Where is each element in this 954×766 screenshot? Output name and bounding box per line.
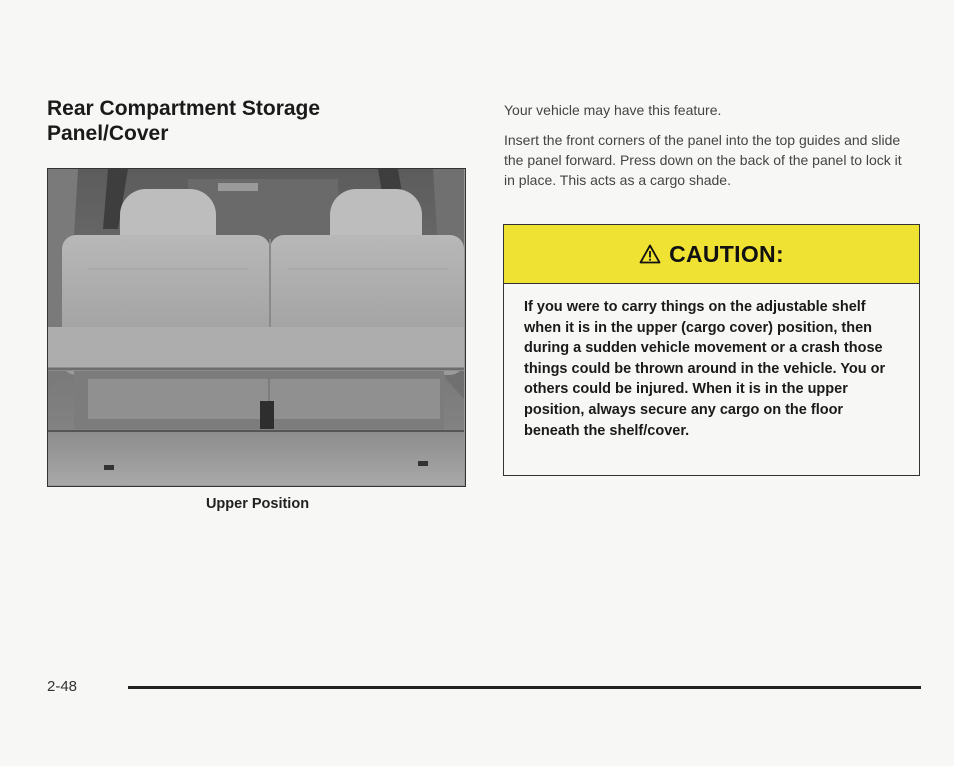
- intro-paragraph: Your vehicle may have this feature.: [504, 102, 722, 118]
- caution-title: CAUTION:: [669, 240, 784, 267]
- caution-text: If you were to carry things on the adjustable shelf when it is in the upper (cargo cover) position, then during a sudden vehicle movement or a crash those things could be thrown around in the vehicle. You or others could be injured. When it is in the upper position, always secure any cargo on the floor beneath the shelf/cover.: [524, 299, 886, 439]
- section-heading-line2: Panel/Cover: [47, 122, 169, 145]
- instructions-paragraph: Insert the front corners of the panel into the top guides and slide the panel forward. Press down on the back of the panel to lock it in place. This acts as a cargo shade.: [504, 132, 902, 188]
- caution-box: [503, 224, 920, 476]
- warning-triangle-icon: [639, 244, 661, 264]
- rear-seat-illustration: [48, 169, 464, 485]
- caution-header: [504, 225, 919, 284]
- figure-caption: Upper Position: [205, 496, 310, 512]
- footer-rule: [128, 686, 921, 689]
- rear-seat-photo: [47, 168, 466, 487]
- page-number: 2-48: [47, 678, 78, 695]
- section-heading-line1: Rear Compartment Storage: [47, 97, 321, 120]
- section-heading: [47, 96, 377, 146]
